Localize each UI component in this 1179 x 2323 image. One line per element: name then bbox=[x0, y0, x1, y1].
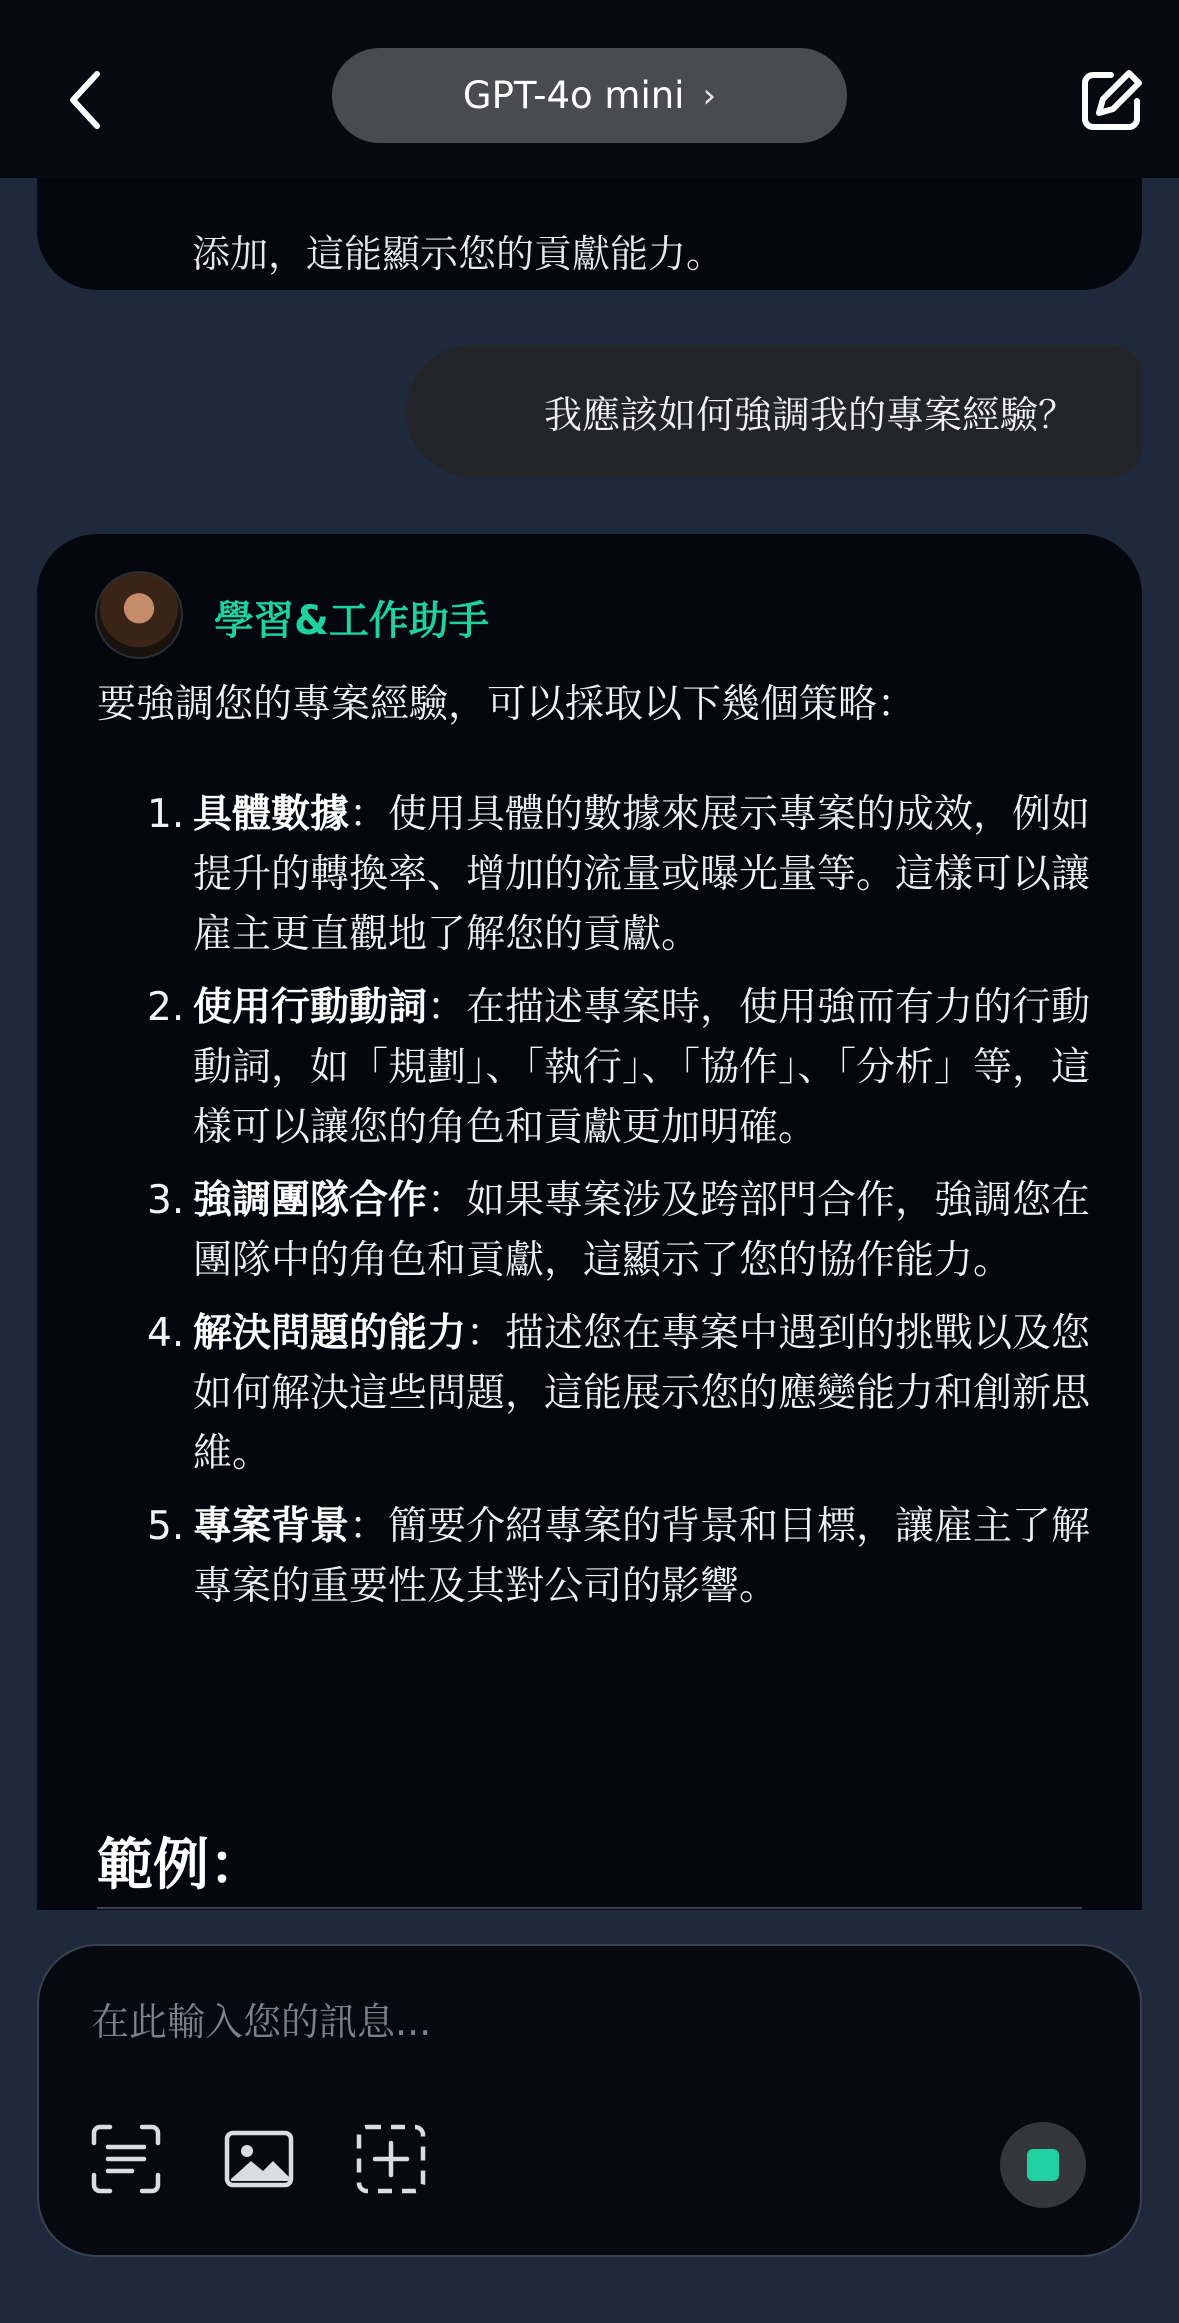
list-item-text: ：使用具體的數據來展示專案的成效，例如提升的轉換率、增加的流量或曝光量等。這樣可以讓雇主更直觀地了解您的貢獻。 bbox=[193, 792, 1091, 957]
add-button[interactable] bbox=[354, 2122, 428, 2196]
new-chat-button[interactable] bbox=[1072, 60, 1152, 140]
text-scan-icon bbox=[90, 2123, 162, 2195]
assistant-message-bubble bbox=[37, 534, 1142, 1910]
chevron-left-icon bbox=[65, 68, 105, 132]
list-item-number: 4. bbox=[147, 1311, 185, 1356]
list-item bbox=[147, 1171, 1122, 1291]
model-label: GPT-4o mini bbox=[462, 74, 685, 117]
list-item-number: 3. bbox=[147, 1178, 185, 1223]
list-item bbox=[147, 978, 1122, 1158]
bot-avatar[interactable] bbox=[95, 571, 183, 659]
back-button[interactable] bbox=[55, 60, 115, 140]
edit-icon bbox=[1077, 65, 1147, 135]
message-input[interactable]: 在此輸入您的訊息... bbox=[91, 2000, 432, 2044]
example-heading: 範例： bbox=[97, 1833, 265, 1898]
list-item-number: 5. bbox=[147, 1504, 185, 1549]
user-message-text: 我應該如何強調我的專案經驗？ bbox=[543, 392, 1076, 437]
model-selector[interactable] bbox=[332, 48, 847, 143]
stop-square-icon bbox=[1027, 2149, 1059, 2181]
list-item bbox=[147, 1497, 1122, 1617]
user-message-bubble bbox=[406, 345, 1142, 477]
top-bar bbox=[0, 0, 1179, 178]
assistant-intro: 要強調您的專案經驗，可以採取以下幾個策略： bbox=[97, 682, 917, 727]
list-item-number: 2. bbox=[147, 985, 185, 1030]
list-item-text: ：如果專案涉及跨部門合作，強調您在團隊中的角色和貢獻，這顯示了您的協作能力。 bbox=[193, 1178, 1091, 1283]
add-frame-icon bbox=[355, 2123, 427, 2195]
bot-name[interactable]: 學習&工作助手 bbox=[214, 598, 489, 644]
image-icon bbox=[223, 2127, 295, 2191]
text-scan-button[interactable] bbox=[89, 2122, 163, 2196]
list-item bbox=[147, 785, 1122, 965]
previous-message-text: 添加，這能顯示您的貢獻能力。 bbox=[192, 232, 725, 276]
list-item bbox=[147, 1304, 1122, 1484]
chevron-right-icon: › bbox=[702, 75, 717, 116]
divider bbox=[97, 1907, 1082, 1909]
list-item-title: 強調團隊合作 bbox=[193, 1178, 428, 1223]
list-item-title: 具體數據 bbox=[193, 792, 350, 837]
stop-button[interactable] bbox=[1000, 2122, 1086, 2208]
list-item-text: ：在描述專案時，使用強而有力的行動動詞，如「規劃」、「執行」、「協作」、「分析」等，這樣可以讓您的角色和貢獻更加明確。 bbox=[193, 985, 1091, 1150]
list-item-title: 專案背景 bbox=[193, 1504, 350, 1549]
image-button[interactable] bbox=[222, 2122, 296, 2196]
message-composer bbox=[37, 1944, 1142, 2257]
list-item-title: 解決問題的能力 bbox=[193, 1311, 467, 1356]
list-item-text: ：描述您在專案中遇到的挑戰以及您如何解決這些問題，這能展示您的應變能力和創新思維。 bbox=[193, 1311, 1091, 1476]
list-item-title: 使用行動動詞 bbox=[193, 985, 428, 1030]
strategy-list bbox=[147, 785, 1122, 1630]
list-item-number: 1. bbox=[147, 792, 185, 837]
list-item-text: ：簡要介紹專案的背景和目標，讓雇主了解專案的重要性及其對公司的影響。 bbox=[193, 1504, 1091, 1609]
